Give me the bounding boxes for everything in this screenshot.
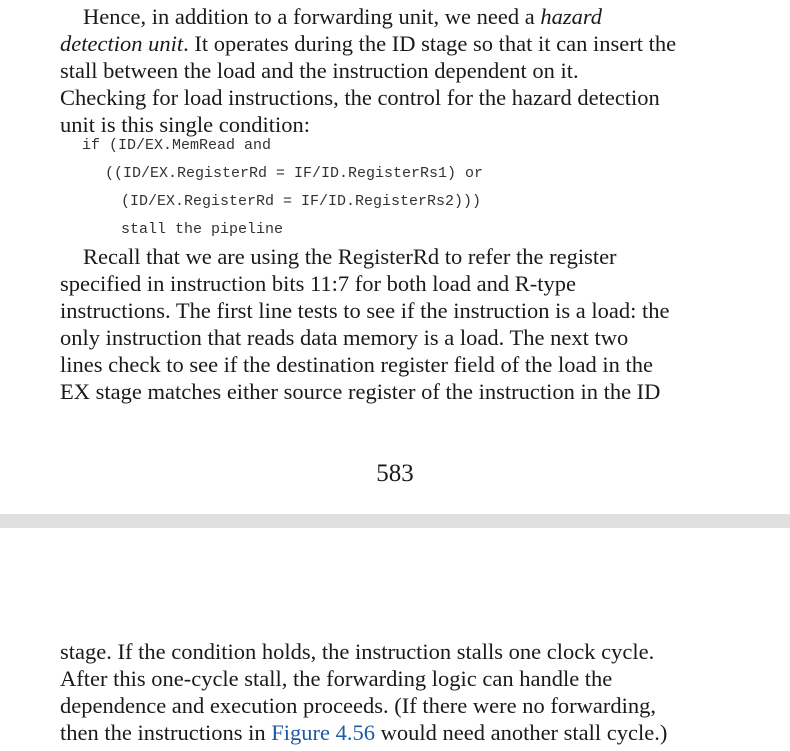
emphasis-term: hazard bbox=[540, 4, 603, 29]
code-line-3: (ID/EX.RegisterRd = IF/ID.RegisterRs2))) bbox=[121, 193, 482, 210]
code-line-1: if (ID/EX.MemRead and bbox=[82, 137, 272, 154]
paragraph-1-line-3: stall between the load and the instruction dependent on it. bbox=[60, 58, 579, 83]
page-number: 583 bbox=[376, 460, 414, 487]
paragraph-2-line-3: instructions. The first line tests to see if the instruction is a load: the bbox=[60, 298, 670, 323]
paragraph-3-line-1: stage. If the condition holds, the instruction stalls one clock cycle. bbox=[60, 639, 655, 664]
page-separator bbox=[0, 514, 790, 528]
paragraph-2-line-4: only instruction that reads data memory is a load. The next two bbox=[60, 325, 629, 350]
paragraph-2-line-2: specified in instruction bits 11:7 for both load and R-type bbox=[60, 271, 576, 296]
paragraph-1-line-1 bbox=[83, 3, 602, 30]
text-run: . It operates during the ID stage so that it can insert the bbox=[183, 31, 677, 56]
code-line-4: stall the pipeline bbox=[121, 221, 284, 238]
paragraph-1-line-5: unit is this single condition: bbox=[60, 112, 311, 137]
paragraph-2-line-1: Recall that we are using the RegisterRd to refer the register bbox=[83, 244, 617, 269]
page-584 bbox=[0, 528, 790, 751]
emphasis-term: detection unit bbox=[60, 31, 184, 56]
paragraph-2-line-6: EX stage matches either source register of the instruction in the ID bbox=[60, 379, 661, 404]
paragraph-3-line-3: dependence and execution proceeds. (If there were no forwarding, bbox=[60, 693, 656, 718]
paragraph-1-line-4: Checking for load instructions, the control for the hazard detection bbox=[60, 85, 660, 110]
code-line-2: ((ID/EX.RegisterRd = IF/ID.RegisterRs1) or bbox=[105, 165, 484, 182]
paragraph-1-line-2 bbox=[60, 30, 676, 57]
text-run: then the instructions in bbox=[60, 720, 272, 745]
figure-4-56-link[interactable]: Figure 4.56 bbox=[271, 720, 375, 745]
paragraph-2-line-5: lines check to see if the destination register field of the load in the bbox=[60, 352, 653, 377]
paragraph-3-line-4 bbox=[60, 719, 667, 746]
text-run: would need another stall cycle.) bbox=[374, 720, 668, 745]
paragraph-3-line-2: After this one-cycle stall, the forwarding logic can handle the bbox=[60, 666, 613, 691]
text-run: Hence, in addition to a forwarding unit, we need a bbox=[83, 4, 541, 29]
